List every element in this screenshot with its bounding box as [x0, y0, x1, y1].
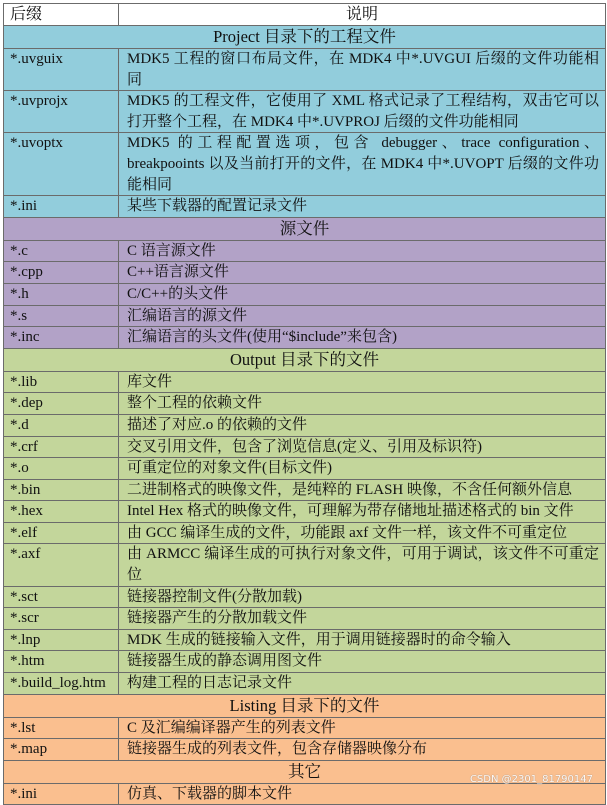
description-cell: 链接器产生的分散加载文件 [119, 608, 606, 630]
table-row [4, 393, 606, 415]
description-cell: Intel Hex 格式的映像文件，可理解为带存储地址描述格式的 bin 文件 [119, 501, 606, 523]
description-cell: 可重定位的对象文件(目标文件) [119, 458, 606, 480]
table-row [4, 327, 606, 349]
extension-cell: *.uvoptx [4, 133, 119, 196]
extension-cell: *.inc [4, 327, 119, 349]
description-cell: MDK 生成的链接输入文件，用于调用链接器时的命令输入 [119, 629, 606, 651]
section-header-row [4, 217, 606, 240]
watermark: CSDN @2301_81790147 [469, 774, 593, 785]
table-row [4, 522, 606, 544]
extension-cell: *.c [4, 240, 119, 262]
extension-cell: *.lnp [4, 629, 119, 651]
extension-cell: *.scr [4, 608, 119, 630]
description-cell: C/C++的头文件 [119, 283, 606, 305]
table-row [4, 586, 606, 608]
extension-cell: *.crf [4, 436, 119, 458]
table-row [4, 739, 606, 761]
extension-cell: *.uvguix [4, 49, 119, 91]
header-description: 说明 [119, 4, 606, 26]
table-row [4, 501, 606, 523]
description-cell: 链接器控制文件(分散加载) [119, 586, 606, 608]
description-cell: 仿真、下载器的脚本文件 [119, 783, 606, 805]
table-row [4, 458, 606, 480]
extension-cell: *.hex [4, 501, 119, 523]
table-row [4, 196, 606, 218]
section-header-row [4, 348, 606, 371]
table-row [4, 262, 606, 284]
extension-cell: *.map [4, 739, 119, 761]
description-cell: C 及汇编编译器产生的列表文件 [119, 717, 606, 739]
extension-cell: *.axf [4, 544, 119, 586]
extension-cell: *.o [4, 458, 119, 480]
file-extension-table [3, 3, 606, 805]
extension-cell: *.dep [4, 393, 119, 415]
extension-cell: *.cpp [4, 262, 119, 284]
table-row [4, 436, 606, 458]
description-cell: 由 ARMCC 编译生成的可执行对象文件，可用于调试，该文件不可重定位 [119, 544, 606, 586]
description-cell: C 语言源文件 [119, 240, 606, 262]
extension-cell: *.h [4, 283, 119, 305]
table-row [4, 49, 606, 91]
description-cell: 链接器生成的静态调用图文件 [119, 651, 606, 673]
section-title: Listing 目录下的文件 [4, 694, 606, 717]
description-cell: 整个工程的依赖文件 [119, 393, 606, 415]
section-title: 其它 [4, 760, 606, 783]
extension-cell: *.s [4, 305, 119, 327]
description-cell: 二进制格式的映像文件，是纯粹的 FLASH 映像，不含任何额外信息 [119, 479, 606, 501]
description-cell: 由 GCC 编译生成的文件，功能跟 axf 文件一样，该文件不可重定位 [119, 522, 606, 544]
table-row [4, 371, 606, 393]
section-header-row [4, 694, 606, 717]
section-title: 源文件 [4, 217, 606, 240]
section-title: Output 目录下的文件 [4, 348, 606, 371]
description-cell: 构建工程的日志记录文件 [119, 673, 606, 695]
description-cell: 链接器生成的列表文件，包含存储器映像分布 [119, 739, 606, 761]
section-header-row [4, 26, 606, 49]
table-row [4, 608, 606, 630]
description-cell: 汇编语言的头文件(使用“$include”来包含) [119, 327, 606, 349]
description-cell: 某些下载器的配置记录文件 [119, 196, 606, 218]
extension-cell: *.lib [4, 371, 119, 393]
table-row [4, 673, 606, 695]
extension-cell: *.d [4, 414, 119, 436]
extension-cell: *.lst [4, 717, 119, 739]
table-row [4, 305, 606, 327]
description-cell: C++语言源文件 [119, 262, 606, 284]
extension-cell: *.elf [4, 522, 119, 544]
extension-cell: *.sct [4, 586, 119, 608]
table-row [4, 479, 606, 501]
extension-cell: *.htm [4, 651, 119, 673]
extension-cell: *.bin [4, 479, 119, 501]
table-row [4, 91, 606, 133]
description-cell: MDK5 的工程文件，它使用了 XML 格式记录了工程结构，双击它可以打开整个工程，在 MDK4 中*.UVPROJ 后缀的文件功能相同 [119, 91, 606, 133]
description-cell: MDK5 的工程配置选项，包含 debugger、trace configuration、breakpooints 以及当前打开的文件，在 MDK4 中*.UVOPT 后缀的文件功能相同 [119, 133, 606, 196]
extension-cell: *.uvprojx [4, 91, 119, 133]
table-row [4, 651, 606, 673]
header-suffix: 后缀 [4, 4, 119, 26]
table-row [4, 544, 606, 586]
table-row [4, 629, 606, 651]
description-cell: 汇编语言的源文件 [119, 305, 606, 327]
table-row [4, 133, 606, 196]
description-cell: 描述了对应.o 的依赖的文件 [119, 414, 606, 436]
description-cell: MDK5 工程的窗口布局文件，在 MDK4 中*.UVGUI 后缀的文件功能相同 [119, 49, 606, 91]
extension-cell: *.build_log.htm [4, 673, 119, 695]
table-row [4, 783, 606, 805]
table-row [4, 283, 606, 305]
table-row [4, 414, 606, 436]
description-cell: 库文件 [119, 371, 606, 393]
extension-cell: *.ini [4, 783, 119, 805]
extension-cell: *.ini [4, 196, 119, 218]
table-row [4, 717, 606, 739]
description-cell: 交叉引用文件，包含了浏览信息(定义、引用及标识符) [119, 436, 606, 458]
section-title: Project 目录下的工程文件 [4, 26, 606, 49]
table-header-row [4, 4, 606, 26]
table-row [4, 240, 606, 262]
